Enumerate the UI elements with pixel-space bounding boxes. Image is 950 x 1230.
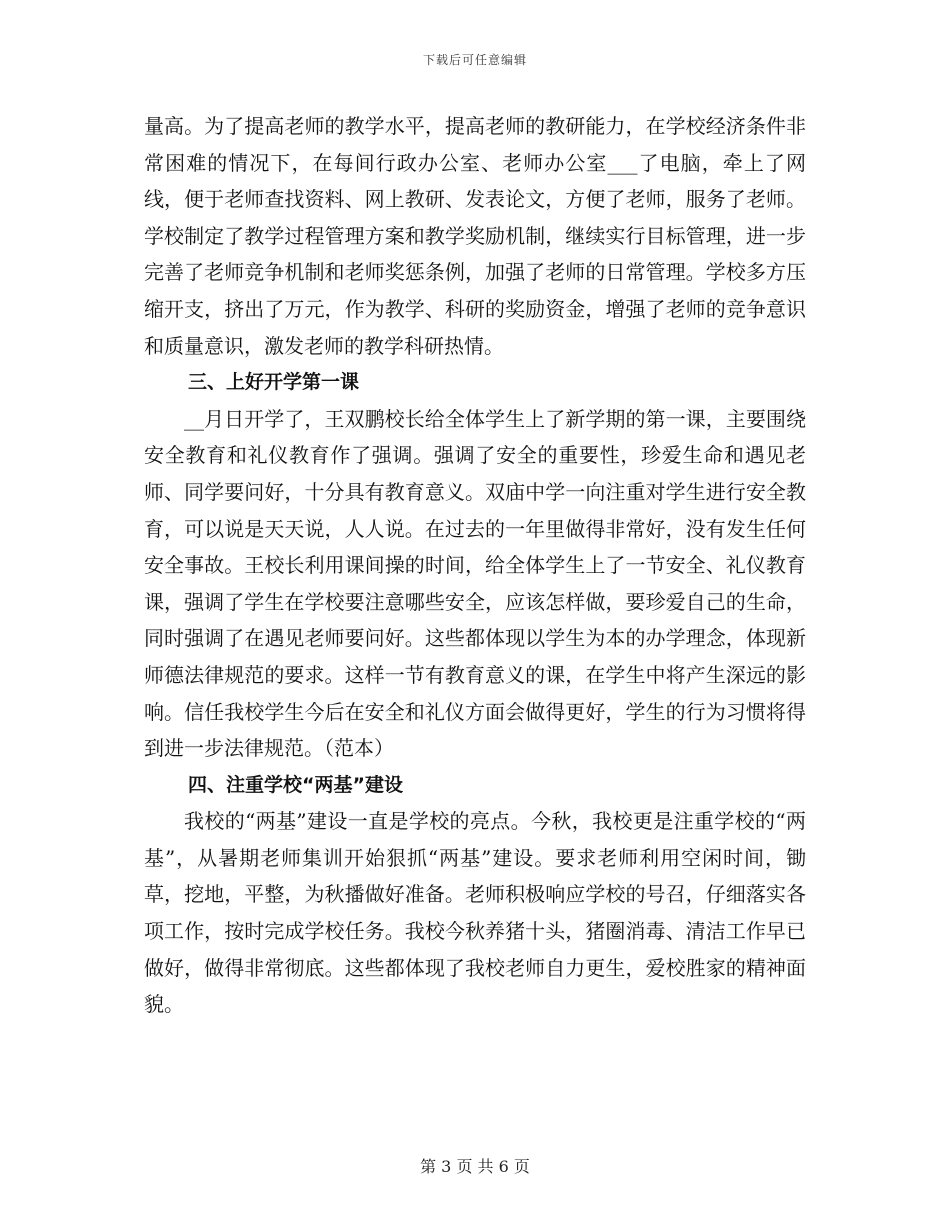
paragraph-1: 量高。为了提高老师的教学水平，提高老师的教研能力，在学校经济条件非常困难的情况下，在每间行政办公室、老师办公室___了电脑，牵上了网线，便于老师查找资料、网上教研、发表论文，方便了老师，服务了老师。学校制定了教学过程管理方案和教学奖励机制，继续实行目标管理，进一步完善了老师竞争机制和老师奖惩条例，加强了老师的日常管理。学校多方压缩开支，挤出了万元，作为教学、科研的奖励资金，增强了老师的竞争意识和质量意识，激发老师的教学科研热情。 (144, 114, 806, 358)
page-footer: 第 3 页 共 6 页 (420, 1157, 530, 1176)
section-heading-4: 四、注重学校“两基”建设 (188, 773, 403, 796)
paragraph-2: __月日开学了，王双鹏校长给全体学生上了新学期的第一课，主要围绕安全教育和礼仪教育作了强调。强调了安全的重要性，珍爱生命和遇见老师、同学要问好，十分具有教育意义。双庙中学一向注重对学生进行安全教育，可以说是天天说，人人说。在过去的一年里做得非常好，没有发生任何安全事故。王校长利用课间操的时间，给全体学生上了一节安全、礼仪教育课，强调了学生在学校要注意哪些安全，应该怎样做，要珍爱自己的生命，同时强调了在遇见老师要问好。这些都体现以学生为本的办学理念，体现新师德法律规范的要求。这样一节有教育意义的课，在学生中将产生深远的影响。信任我校学生今后在安全和礼仪方面会做得更好，学生的行为习惯将得到进一步法律规范。（范本） (144, 406, 806, 761)
page-header: 下载后可任意编辑 (422, 53, 527, 67)
document-body (144, 108, 806, 1023)
section-heading-3: 三、上好开学第一课 (188, 371, 360, 394)
paragraph-3: 我校的“两基”建设一直是学校的亮点。今秋，我校更是注重学校的“两基”，从暑期老师集训开始狠抓“两基”建设。要求老师利用空闲时间，锄草，挖地，平整，为秋播做好准备。老师积极响应学校的号召，仔细落实各项工作，按时完成学校任务。我校今秋养猪十头，猪圈消毒、清洁工作早已做好，做得非常彻底。这些都体现了我校老师自力更生，爱校胜家的精神面貌。 (144, 809, 806, 1017)
